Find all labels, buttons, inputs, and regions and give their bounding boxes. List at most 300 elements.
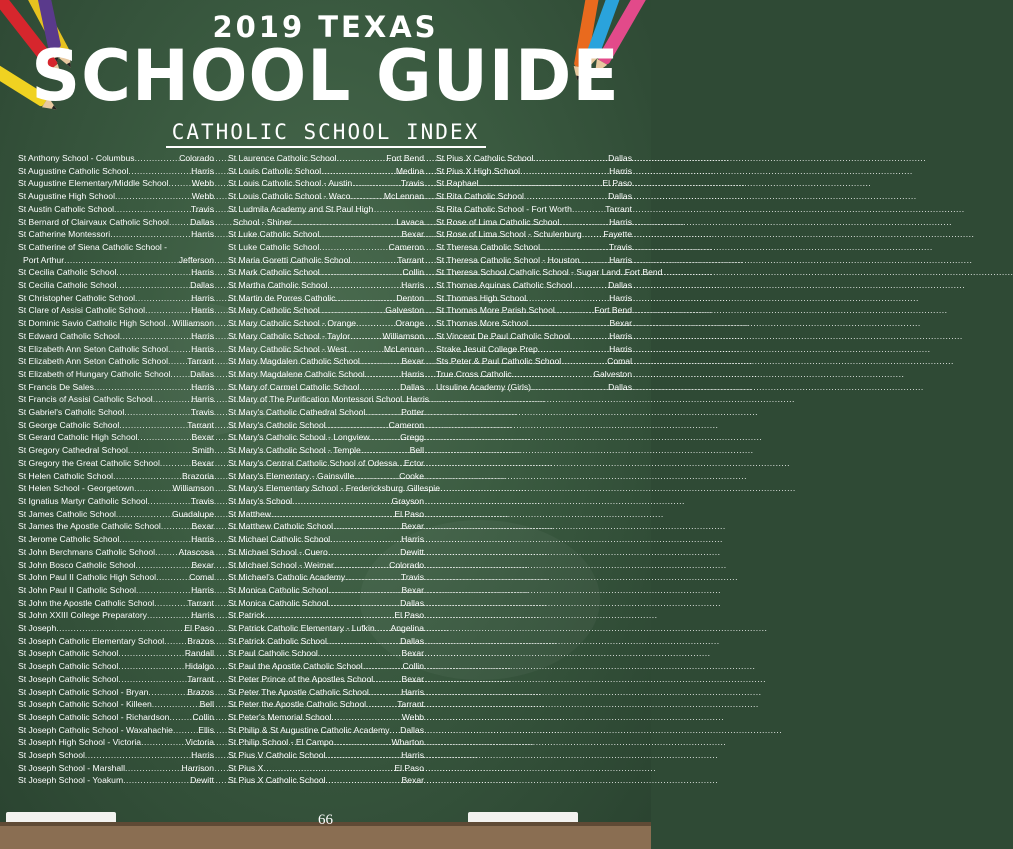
index-entry xyxy=(18,647,214,660)
leader-dots xyxy=(164,635,187,648)
leader-dots xyxy=(369,686,401,699)
county-name: Travis xyxy=(400,178,424,189)
school-name: St Thomas More Parish School xyxy=(436,305,555,316)
leader-dots xyxy=(559,216,609,229)
index-entry xyxy=(436,317,632,330)
leader-dots xyxy=(134,482,172,495)
county-name: Bell xyxy=(199,699,214,710)
leader-dots xyxy=(116,266,191,279)
county-name: Travis xyxy=(190,407,214,418)
county-name: Harris xyxy=(401,368,424,379)
leader-dots xyxy=(168,355,187,368)
index-entry xyxy=(436,292,632,305)
index-entry xyxy=(228,622,424,635)
index-entry xyxy=(18,597,214,610)
county-name: Harris xyxy=(401,534,424,545)
county-name: Dallas xyxy=(608,153,632,163)
leader-dots xyxy=(156,571,189,584)
county-name: Bexar xyxy=(401,356,424,367)
index-entry xyxy=(18,749,214,762)
school-name: St Mary's Catholic Cathedral School xyxy=(228,407,366,418)
county-name: Randall xyxy=(184,648,214,659)
index-entry xyxy=(228,584,424,597)
leader-dots xyxy=(528,317,610,330)
county-name: Harris xyxy=(191,584,214,595)
index-entry xyxy=(436,152,632,165)
leader-dots xyxy=(370,431,401,444)
school-name: St Mary's Catholic School - Longview xyxy=(228,432,370,443)
leader-dots xyxy=(328,597,400,610)
leader-dots xyxy=(526,292,609,305)
school-name: St John Paul II Catholic High School xyxy=(18,572,157,583)
leader-dots xyxy=(334,736,392,749)
county-name: Bexar xyxy=(191,559,214,570)
leader-dots xyxy=(128,165,191,178)
index-entry xyxy=(18,241,214,254)
school-name: St Helen Catholic School xyxy=(18,470,114,481)
index-entry xyxy=(436,228,632,241)
leader-dots xyxy=(271,508,394,521)
leader-dots xyxy=(512,368,594,381)
school-name: St Patrick Catholic School xyxy=(228,635,327,646)
index-entry xyxy=(228,216,424,229)
leader-dots xyxy=(85,749,191,762)
leader-dots xyxy=(365,368,401,381)
county-name: Harris xyxy=(609,343,632,354)
index-entry xyxy=(228,520,424,533)
index-entry xyxy=(228,279,424,292)
index-entry xyxy=(228,457,424,470)
leader-dots xyxy=(124,406,191,419)
school-name: St Theresa School Catholic School - Sugar Land xyxy=(436,267,621,278)
school-name: St Matthew Catholic School xyxy=(228,521,334,532)
school-name: St Paul Catholic School xyxy=(228,648,318,659)
school-name: St John Paul II Catholic School xyxy=(18,584,136,595)
county-name: Dallas xyxy=(608,381,632,392)
county-name: Dewitt xyxy=(400,546,424,557)
leader-dots xyxy=(115,190,192,203)
school-name: St Louis Catholic School xyxy=(228,165,322,176)
school-name: St Theresa Catholic School xyxy=(436,241,540,252)
county-name: Harrison xyxy=(181,762,214,773)
county-name: Webb xyxy=(401,711,424,722)
county-name: Angelina xyxy=(390,623,424,634)
leader-dots xyxy=(118,647,185,660)
school-name: St Mary's Elementary School - Fredericksburg xyxy=(228,483,404,494)
index-column-3 xyxy=(436,152,663,393)
index-entry xyxy=(18,343,214,356)
school-name: St John Berchmans Catholic School xyxy=(18,546,156,557)
subtitle-underline xyxy=(166,146,486,148)
leader-dots xyxy=(321,165,396,178)
leader-dots xyxy=(168,343,191,356)
county-name: Jefferson xyxy=(178,254,214,265)
index-entry xyxy=(228,343,424,356)
county-name: Harris xyxy=(609,254,632,265)
leader-dots xyxy=(118,660,185,673)
index-entry xyxy=(436,254,632,267)
index-entry xyxy=(436,266,663,279)
school-name: St Thomas High School xyxy=(436,292,527,303)
title-year: 2019 TEXAS xyxy=(212,10,439,44)
leader-dots xyxy=(56,622,184,635)
county-name: Bexar xyxy=(609,318,632,329)
county-name: Collin xyxy=(402,267,424,278)
leader-dots xyxy=(119,533,191,546)
index-entry xyxy=(436,368,632,381)
index-entry xyxy=(228,673,424,686)
county-name: Guadalupe xyxy=(171,508,214,519)
leader-dots xyxy=(524,190,608,203)
index-entry xyxy=(18,165,214,178)
school-name: St Patrick xyxy=(228,610,265,621)
school-name: St Rose of Lima School - Schulenburg xyxy=(436,229,582,240)
school-name: St Anthony School - Columbus xyxy=(18,153,135,163)
leader-dots xyxy=(389,724,400,737)
index-entry xyxy=(228,203,424,216)
county-name: Williamson xyxy=(172,483,214,494)
county-name: Bexar xyxy=(191,432,214,443)
index-entry xyxy=(436,216,632,229)
school-name: St Augustine Elementary/Middle School xyxy=(18,178,169,189)
leader-dots xyxy=(334,559,389,572)
index-entry xyxy=(18,381,214,394)
county-name: Bexar xyxy=(401,648,424,659)
index-entry xyxy=(18,559,214,572)
school-name: St Paul the Apostle Catholic School xyxy=(228,661,363,672)
county-name: Tarrant xyxy=(397,699,424,710)
county-name: El Paso xyxy=(602,178,632,189)
leader-dots xyxy=(327,635,400,648)
school-name: St Bernard of Clairvaux Catholic School xyxy=(18,216,169,227)
index-entry xyxy=(18,216,214,229)
leader-dots xyxy=(540,241,609,254)
index-entry xyxy=(18,584,214,597)
index-entry xyxy=(18,292,214,305)
county-name: Harris xyxy=(191,750,214,761)
school-name: St Joseph xyxy=(18,623,57,634)
leader-dots xyxy=(170,368,190,381)
school-name: St Theresa Catholic School - Houston xyxy=(436,254,580,265)
school-name: St Michael School - Weimar xyxy=(228,559,334,570)
leader-dots xyxy=(94,381,191,394)
index-entry xyxy=(18,419,214,432)
school-name: St Pius X Catholic School xyxy=(436,153,534,163)
school-name: St Augustine Catholic School xyxy=(18,165,129,176)
school-name: St Raphael xyxy=(436,178,479,189)
index-entry xyxy=(228,444,424,457)
index-entry xyxy=(228,686,424,699)
leader-dots xyxy=(145,304,191,317)
county-name: Travis xyxy=(190,495,214,506)
leader-dots xyxy=(154,597,187,610)
leader-dots xyxy=(325,749,401,762)
county-name: Harris xyxy=(609,216,632,227)
county-name: Gillespie xyxy=(407,483,440,494)
leader-dots xyxy=(147,609,191,622)
leader-dots xyxy=(148,686,187,699)
county-name: Colorado xyxy=(179,153,214,163)
school-name: St Michael School - Cuero xyxy=(228,546,328,557)
leader-dots xyxy=(125,762,182,775)
index-entry xyxy=(228,724,424,737)
leader-dots xyxy=(168,177,191,190)
county-name: Bexar xyxy=(401,584,424,595)
leader-dots xyxy=(360,355,402,368)
county-name: Grayson xyxy=(391,495,424,506)
school-name: St James Catholic School xyxy=(18,508,116,519)
leader-dots xyxy=(155,546,179,559)
county-name: Fort Bend xyxy=(624,267,663,278)
county-name: McLennan xyxy=(383,343,424,354)
index-entry xyxy=(18,457,214,470)
county-name: Dallas xyxy=(190,216,214,227)
school-name: St Gerard Catholic High School xyxy=(18,432,138,443)
county-name: Fayette xyxy=(603,229,632,240)
leader-dots xyxy=(64,254,179,267)
school-name: St Monica Catholic School xyxy=(228,584,329,595)
index-entry xyxy=(436,177,632,190)
school-name: St Patrick Catholic Elementary - Lufkin xyxy=(228,623,375,634)
index-entry xyxy=(228,495,424,508)
leader-dots xyxy=(561,355,607,368)
index-entry xyxy=(18,152,214,165)
county-name: Bexar xyxy=(401,775,424,786)
index-entry xyxy=(18,635,214,648)
county-name: Cameron xyxy=(388,241,424,252)
index-entry xyxy=(228,368,424,381)
index-entry xyxy=(18,355,214,368)
index-entry xyxy=(18,673,214,686)
school-name: St Peter The Apostle Catholic School xyxy=(228,686,369,697)
school-name: St Mary's School xyxy=(228,495,293,506)
leader-dots xyxy=(169,216,190,229)
leader-dots xyxy=(114,203,191,216)
index-entry xyxy=(436,330,632,343)
leader-dots xyxy=(359,381,400,394)
school-name: St Mary's Catholic School - Temple xyxy=(228,445,361,456)
school-name: St Augustine High School xyxy=(18,191,115,202)
index-entry xyxy=(436,355,632,368)
school-name: St Louis Catholic School - Waco xyxy=(228,191,351,202)
county-name: Comal xyxy=(189,572,214,583)
leader-dots xyxy=(123,774,190,787)
index-entry xyxy=(228,431,424,444)
school-name: St Pius X Catholic School xyxy=(228,775,326,786)
county-name: Harris xyxy=(191,292,214,303)
index-entry xyxy=(228,381,424,394)
county-name: Harris xyxy=(401,686,424,697)
leader-dots xyxy=(292,495,391,508)
school-name: St Mary of Carmel Catholic School xyxy=(228,381,360,392)
county-name: Harris xyxy=(191,267,214,278)
leader-dots xyxy=(333,520,401,533)
county-name: Bell xyxy=(409,445,424,456)
index-entry xyxy=(18,279,214,292)
index-entry xyxy=(18,228,214,241)
school-name: St Pius V Catholic School xyxy=(228,750,326,761)
school-name: St Michael Catholic School xyxy=(228,534,331,545)
index-entry xyxy=(228,152,424,165)
index-entry xyxy=(18,711,214,724)
leader-dots xyxy=(135,292,191,305)
school-name: St Gregory Cathedral School xyxy=(18,445,128,456)
school-name: St Cecilia Catholic School xyxy=(18,280,117,291)
index-entry xyxy=(18,482,214,495)
index-entry xyxy=(18,508,214,521)
county-name: Tarrant xyxy=(397,254,424,265)
index-entry xyxy=(228,736,424,749)
index-entry xyxy=(228,508,424,521)
county-name: Victoria xyxy=(185,737,214,748)
index-entry xyxy=(228,597,424,610)
index-entry xyxy=(18,533,214,546)
index-entry xyxy=(18,774,214,787)
index-entry xyxy=(228,571,424,584)
county-name: Travis xyxy=(190,203,214,214)
index-entry xyxy=(18,762,214,775)
county-name: Bexar xyxy=(401,673,424,684)
school-name: Sts Peter & Paul Catholic School xyxy=(436,356,562,367)
county-name: Harris xyxy=(191,610,214,621)
school-name: St Peter Prince of the Apostles School xyxy=(228,673,374,684)
index-entry xyxy=(228,635,424,648)
county-name: Dallas xyxy=(400,724,424,735)
leader-dots xyxy=(580,254,609,267)
county-name: El Paso xyxy=(184,623,214,634)
index-entry xyxy=(18,317,214,330)
county-name: McLennan xyxy=(383,191,424,202)
leader-dots xyxy=(325,774,401,787)
county-name: Harris xyxy=(191,381,214,392)
index-entry xyxy=(228,533,424,546)
index-entry xyxy=(18,406,214,419)
index-entry xyxy=(228,254,424,267)
county-name: Dallas xyxy=(608,191,632,202)
index-entry xyxy=(228,355,424,368)
county-name: Harris xyxy=(191,165,214,176)
school-name: St Mary's Central Catholic School of Odessa xyxy=(228,457,398,468)
school-name: St George Catholic School xyxy=(18,419,120,430)
leader-dots xyxy=(397,457,404,470)
leader-dots xyxy=(147,495,190,508)
county-name: Harris xyxy=(191,305,214,316)
index-entry xyxy=(18,470,214,483)
county-name: Dallas xyxy=(400,381,424,392)
leader-dots xyxy=(327,279,401,292)
school-name: St Joseph Catholic School xyxy=(18,661,119,672)
leader-dots xyxy=(119,419,187,432)
county-name: Cameron xyxy=(388,419,424,430)
school-name: St Elizabeth Ann Seton Catholic School xyxy=(18,356,169,367)
leader-dots xyxy=(361,444,410,457)
school-name: St Thomas Aquinas Catholic School xyxy=(436,280,573,291)
index-entry xyxy=(18,330,214,343)
index-entry xyxy=(228,304,424,317)
county-name: Tarrant xyxy=(187,673,214,684)
county-name: Williamson xyxy=(172,318,214,329)
index-entry xyxy=(18,622,214,635)
school-name: St Joseph Catholic School xyxy=(18,648,119,659)
school-name: St Philip School - El Campo xyxy=(228,737,334,748)
leader-dots xyxy=(113,470,182,483)
leader-dots xyxy=(533,152,608,165)
school-name: St Mary's Catholic School xyxy=(228,419,326,430)
school-name: St Mary Catholic School - Orange xyxy=(228,318,357,329)
county-name: Webb xyxy=(191,178,214,189)
index-entry xyxy=(18,520,214,533)
leader-dots xyxy=(354,470,399,483)
index-entry xyxy=(18,698,214,711)
county-name: El Paso xyxy=(394,762,424,773)
school-name: St John the Apostle Catholic School xyxy=(18,597,155,608)
county-name: Bexar xyxy=(191,457,214,468)
index-entry xyxy=(228,546,424,559)
school-name: St Helen School - Georgetown xyxy=(18,483,135,494)
index-entry xyxy=(228,698,424,711)
leader-dots xyxy=(136,559,192,572)
index-entry xyxy=(436,190,632,203)
leader-dots xyxy=(169,711,192,724)
leader-dots xyxy=(531,381,608,394)
index-entry xyxy=(228,317,424,330)
school-name: Ursuline Academy (Girls) xyxy=(436,381,532,392)
leader-dots xyxy=(128,444,192,457)
leader-dots xyxy=(263,762,394,775)
school-name: St Joseph School - Marshall xyxy=(18,762,125,773)
leader-dots xyxy=(373,673,401,686)
county-name: Travis xyxy=(400,572,424,583)
index-entry xyxy=(228,749,424,762)
school-name: St Maria Goretti Catholic School xyxy=(228,254,351,265)
school-name: St Matthew xyxy=(228,508,271,519)
leader-dots xyxy=(160,457,192,470)
school-name: St Thomas More School xyxy=(436,318,529,329)
leader-dots xyxy=(320,304,386,317)
index-entry xyxy=(18,190,214,203)
leader-dots xyxy=(328,584,401,597)
index-entry xyxy=(228,774,424,787)
school-name: St Laurence Catholic School xyxy=(228,153,337,163)
school-name: Port Arthur xyxy=(23,254,65,265)
school-name: St Joseph Catholic School xyxy=(18,673,119,684)
leader-dots xyxy=(363,660,403,673)
leader-dots xyxy=(110,228,191,241)
index-entry xyxy=(436,304,632,317)
index-entry xyxy=(18,444,214,457)
county-name: Harris xyxy=(406,394,430,405)
leader-dots xyxy=(479,177,603,190)
leader-dots xyxy=(320,266,403,279)
county-name: Fort Bend xyxy=(386,153,424,163)
leader-dots xyxy=(582,228,604,241)
school-name: St Philip & St Augustine Catholic Academy xyxy=(228,724,390,735)
school-name: St Joseph Catholic School - Killeen xyxy=(18,699,152,710)
school-name: St Elizabeth of Hungary Catholic School xyxy=(18,368,171,379)
leader-dots xyxy=(161,520,192,533)
leader-dots xyxy=(350,254,397,267)
county-name: Ellis xyxy=(198,724,214,735)
school-name: St Jerome Catholic School xyxy=(18,534,120,545)
school-name: St Clare of Assisi Catholic School xyxy=(18,305,146,316)
school-name: St Catherine of Siena Catholic School - xyxy=(18,241,168,252)
leader-dots xyxy=(141,736,185,749)
index-entry xyxy=(228,711,424,724)
county-name: Ector xyxy=(403,457,424,468)
index-entry xyxy=(18,393,214,406)
county-name: Brazoria xyxy=(182,470,214,481)
leader-dots xyxy=(292,216,397,229)
